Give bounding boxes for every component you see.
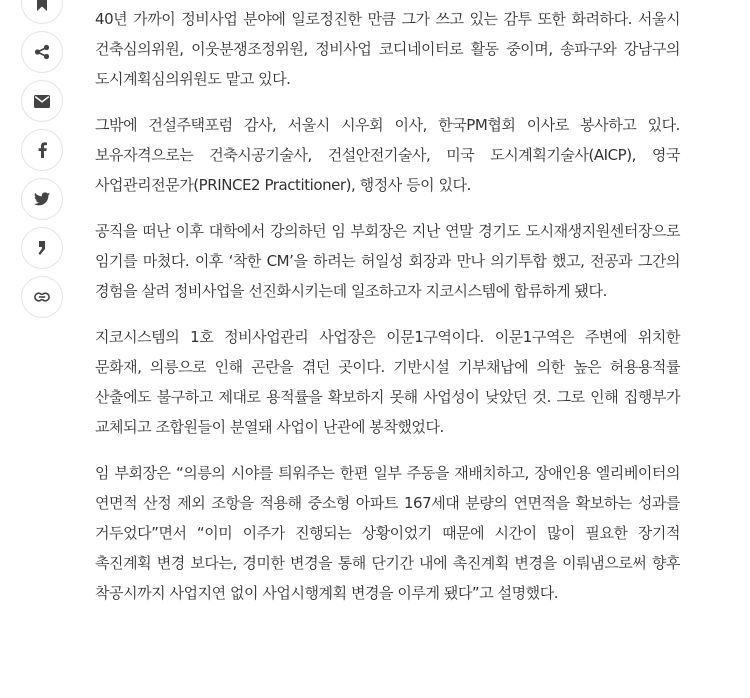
article-paragraph: 그밖에 건설주택포럼 감사, 서울시 시우회 이사, 한국PM협회 이사로 봉사하고 있다. 보유자격으로는 건축시공기술사, 건설안전기술사, 미국 도시계획기술사(AICP), 영국 사업관리전문가(PRINCE2 Practitioner), 행정사 등이 있다.	[95, 116, 680, 194]
bookmark-button[interactable]	[21, 0, 63, 24]
kakao-story-button[interactable]	[21, 227, 63, 269]
share-button[interactable]	[21, 31, 63, 73]
twitter-icon	[34, 192, 50, 206]
article-paragraph: 공직을 떠난 이후 대학에서 강의하던 임 부회장은 지난 연말 경기도 도시재생지원센터장으로 임기를 마쳤다. 이후 ‘착한 CM’을 하려는 허일성 회장과 만나 의기투합 했고, 전공과 그간의 경험을 살려 정비사업을 선진화시키는데 일조하고자 지코시스템에 합류하게 됐다.	[95, 222, 680, 300]
article-paragraph: 지코시스템의 1호 정비사업관리 사업장은 이문1구역이다. 이문1구역은 주변에 위치한 문화재, 의릉으로 인해 곤란을 겪던 곳이다. 기반시설 기부채납에 의한 높은 허용용적률 산출에도 불구하고 제대로 용적률을 확보하지 못해 사업성이 낮았던 것. 그로 인해 집행부가 교체되고 조합원들이 분열돼 사업이 난관에 봉착했었다.	[95, 328, 680, 436]
article-body	[95, 4, 680, 624]
facebook-icon	[38, 142, 47, 158]
link-icon	[34, 292, 50, 302]
share-icon	[34, 44, 50, 60]
copy-link-button[interactable]	[21, 276, 63, 318]
email-button[interactable]	[21, 80, 63, 122]
kakao-story-icon	[37, 240, 47, 256]
facebook-button[interactable]	[21, 129, 63, 171]
share-rail	[21, 0, 63, 325]
twitter-button[interactable]	[21, 178, 63, 220]
bookmark-icon	[35, 0, 49, 11]
article-paragraph: 40년 가까이 정비사업 분야에 일로정진한 만큼 그가 쓰고 있는 감투 또한 화려하다. 서울시 건축심의위원, 이웃분쟁조정위원, 정비사업 코디네이터로 활동 중이며, 송파구와 강남구의 도시계획심의위원도 맡고 있다.	[95, 10, 680, 88]
article-paragraph: 임 부회장은 “의릉의 시야를 틔워주는 한편 일부 주동을 재배치하고, 장애인용 엘리베이터의 연면적 산정 제외 조항을 적용해 중소형 아파트 167세대 분량의 연면적을 확보하는 성과를 거두었다”면서 “이미 이주가 진행되는 상황이었기 때문에 시간이 많이 필요한 장기적 촉진계획 변경 보다는, 경미한 변경을 통해 단기간 내에 촉진계획 변경을 이뤄냄으로써 향후 착공시까지 사업지연 없이 사업시행계획 변경을 이루게 됐다”고 설명했다.	[95, 464, 680, 602]
mail-icon	[34, 95, 50, 108]
